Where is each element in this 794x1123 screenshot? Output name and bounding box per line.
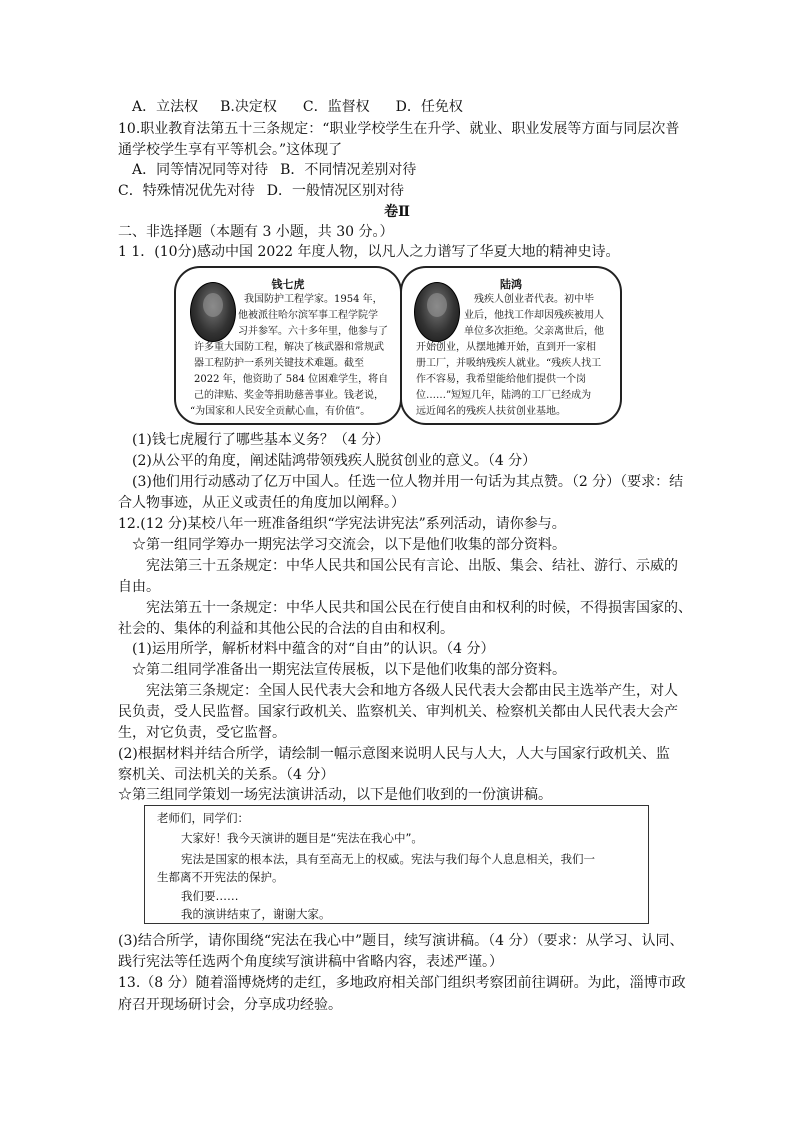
q12-art51-line2: 社会的、集体的利益和其他公民的合法的自由和权利。: [118, 621, 454, 637]
section-title: 卷Ⅱ: [384, 204, 410, 220]
q12-group3-intro: ☆第三组同学策划一场宪法演讲活动，以下是他们收到的一份演讲稿。: [118, 787, 552, 803]
card-bio-line: 业后，他找工作却因残疾被用人: [464, 310, 604, 321]
q10-stem-line1: 10.职业教育法第五十三条规定：“职业学校学生在升学、就业、职业发展等方面与同层次普: [118, 121, 680, 137]
card-bio-line: 单位多次拒绝。父亲离世后，他: [464, 326, 604, 337]
q12-art3-line1: 宪法第三条规定：全国人民代表大会和地方各级人民代表大会都由民主选举产生，对人: [146, 683, 678, 699]
q9-option-b: B.决定权: [220, 99, 277, 115]
speech-line: 宪法是国家的根本法，具有至高无上的权威。宪法与我们每个人息息相关，我们一: [181, 852, 595, 866]
q10-option-a: A．同等情况同等对待: [132, 162, 269, 178]
part2-header: 二、非选择题（本题有 3 小题，共 30 分。）: [118, 224, 394, 240]
person-card-lu-hong: [400, 266, 622, 425]
card-bio-line: 2022 年，他资助了 584 位困难学生，将自: [194, 374, 389, 385]
q12-group2-intro: ☆第二组同学准备出一期宪法宣传展板，以下是他们收集的部分资料。: [132, 662, 566, 678]
q12-sub3-line1: (3)结合所学，请你围绕“宪法在我心中”题目，续写演讲稿。（4 分）（要求：从学习、认同、: [118, 933, 684, 949]
q10-stem-line2: 通学校学生享有平等机会。”这体现了: [118, 142, 343, 158]
speech-greeting: 老师们，同学们：: [157, 811, 249, 825]
q12-stem: 12.(12 分)某校八年一班准备组织“学宪法讲宪法”系列活动，请你参与。: [118, 516, 566, 532]
card-bio-line: 我国防护工程学家。1954 年，: [244, 294, 383, 305]
card-bio-line: 许多重大国防工程，解决了核武器和常规武: [194, 342, 384, 353]
q11-sub3-line1: (3)他们用行动感动了亿万中国人。任选一位人物并用一句话为其点赞。（2 分）（要求：结: [132, 474, 684, 490]
speech-draft-box: [144, 805, 649, 924]
card-bio-line: 作不容易，我希望能给他们提供一个岗: [416, 374, 586, 385]
q12-art35-line2: 自由。: [118, 579, 160, 595]
card-bio-line: “为国家和人民安全贡献心血，有价值”。: [190, 406, 371, 417]
q13-stem-line2: 府召开现场研讨会，分享成功经验。: [118, 997, 342, 1013]
q10-options-row2: [118, 181, 404, 201]
q9-option-d: D．任免权: [395, 99, 463, 115]
portrait-image: [414, 282, 460, 342]
q12-art3-line2: 民负责，受人民监督。国家行政机关、监察机关、审判机关、检察机关都由人民代表大会产: [118, 704, 678, 720]
q9-option-a: A．立法权: [132, 99, 199, 115]
q11-stem: 1 1．(10分)感动中国 2022 年度人物，以凡人之力谱写了华夏大地的精神史诗。: [118, 244, 620, 260]
q12-art35-line1: 宪法第三十五条规定：中华人民共和国公民有言论、出版、集会、结社、游行、示威的: [146, 558, 678, 574]
speech-line: 我的演讲结束了，谢谢大家。: [181, 907, 331, 921]
card-bio-line: 远近闻名的残疾人扶贫创业基地。: [416, 406, 566, 417]
card-bio-line: 习并参军。六十多年里，他参与了: [238, 326, 388, 337]
q12-sub3-line2: 践行宪法等任选两个角度续写演讲稿中省略内容，表述严谨。）: [118, 954, 503, 970]
q12-group1-intro: ☆第一组同学筹办一期宪法学习交流会，以下是他们收集的部分资料。: [132, 537, 566, 553]
q11-sub2: (2)从公平的角度，阐述陆鸿带领残疾人脱贫创业的意义。（4 分）: [132, 453, 537, 469]
card-name: 陆鸿: [500, 278, 522, 291]
person-card-qian-qihu: [174, 266, 402, 425]
card-bio-line: 位……”短短几年，陆鸿的工厂已经成为: [416, 390, 592, 401]
q12-art3-line3: 生，对它负责，受它监督。: [118, 725, 286, 741]
card-bio-line: 器工程防护一系列关键技术难题。截至: [194, 358, 364, 369]
q10-option-d: D．一般情况区别对待: [266, 183, 404, 199]
portrait-image: [190, 282, 236, 342]
q12-sub2-line2: 察机关、司法机关的关系。（4 分）: [118, 767, 335, 783]
card-bio-line: 开始创业，从摆地摊开始，直到开一家相: [416, 342, 596, 353]
speech-line: 大家好！我今天演讲的题目是“宪法在我心中”。: [181, 831, 423, 845]
q9-options: [132, 97, 463, 117]
card-bio-line: 残疾人创业者代表。初中毕: [474, 294, 594, 305]
q10-option-c: C．特殊情况优先对待: [118, 183, 255, 199]
q12-art51-line1: 宪法第五十一条规定：中华人民共和国公民在行使自由和权利的时候，不得损害国家的、: [146, 600, 692, 616]
q12-sub1: (1)运用所学，解析材料中蕴含的对“自由”的认识。（4 分）: [132, 641, 495, 657]
card-bio-line: 他被派往哈尔滨军事工程学院学: [238, 310, 378, 321]
q10-options-row1: [132, 160, 416, 180]
q12-sub2-line1: (2)根据材料并结合所学，请绘制一幅示意图来说明人民与人大，人大与国家行政机关、监: [118, 746, 670, 762]
q11-sub1: (1)钱七虎履行了哪些基本义务？（4 分）: [132, 432, 390, 448]
card-bio-line: 册工厂，并吸纳残疾人就业。“残疾人找工: [416, 358, 602, 369]
q13-stem-line1: 13.（8 分）随着淄博烧烤的走红，多地政府相关部门组织考察团前往调研。为此，淄博市政: [118, 975, 686, 991]
card-bio-line: 己的津贴、奖金等捐助慈善事业。钱老说，: [194, 390, 384, 401]
card-name: 钱七虎: [271, 278, 305, 291]
q11-sub3-line2: 合人物事迹，从正义或责任的角度加以阐释。）: [118, 495, 405, 511]
speech-line: 我们要……: [181, 889, 239, 903]
speech-line: 生都离不开宪法的保护。: [157, 870, 284, 884]
q10-option-b: B．不同情况差别对待: [280, 162, 417, 178]
q9-option-c: C．监督权: [302, 99, 370, 115]
